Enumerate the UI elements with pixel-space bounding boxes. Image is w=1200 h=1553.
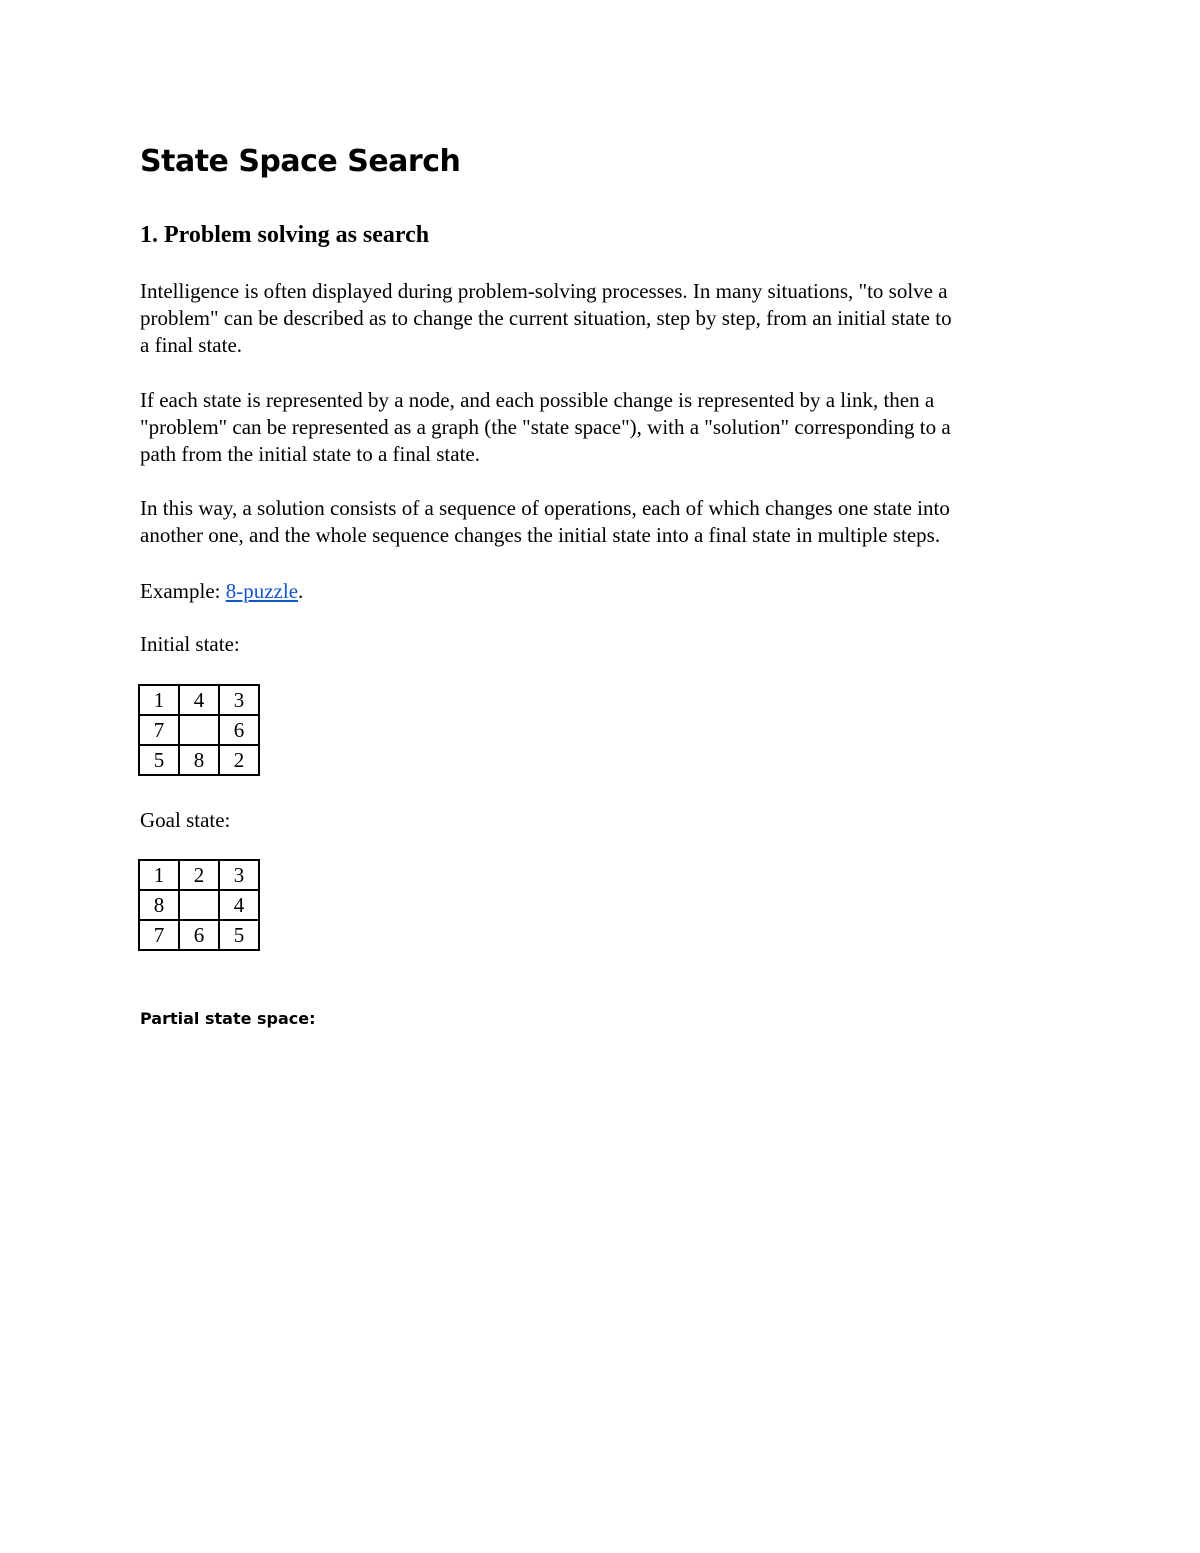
paragraph-line: another one, and the whole sequence changes the initial state into a final state in multiple steps. [140,523,941,547]
grid-row [139,745,259,775]
grid-cell: 6 [219,715,259,745]
grid-row [139,685,259,715]
grid-cell: 8 [179,745,219,775]
grid-cell: 7 [139,715,179,745]
example-line [140,578,1060,605]
grid-cell: 3 [219,860,259,890]
paragraph-intro [140,278,1060,359]
grid-cell-blank [179,890,219,920]
initial-state-label: Initial state: [140,632,240,656]
example-prefix: Example: [140,579,226,603]
grid-cell: 2 [219,745,259,775]
section-heading: 1. Problem solving as search [140,222,430,248]
grid-cell: 5 [219,920,259,950]
paragraph-line: a final state. [140,333,243,357]
partial-state-space-label: Partial state space: [140,1009,316,1028]
grid-row [139,715,259,745]
goal-state-label: Goal state: [140,808,231,832]
8-puzzle-link[interactable]: 8-puzzle [225,579,299,603]
grid-row [139,920,259,950]
grid-cell: 4 [179,685,219,715]
paragraph-line: In this way, a solution consists of a sequence of operations, each of which changes one state into [140,496,950,520]
grid-cell: 4 [219,890,259,920]
grid-row [139,860,259,890]
initial-state-grid [138,684,260,776]
example-suffix: . [298,579,304,603]
grid-cell: 6 [179,920,219,950]
paragraph-line: If each state is represented by a node, and each possible change is represented by a link, then a [140,388,935,412]
paragraph-line: Intelligence is often displayed during problem-solving processes. In many situations, "to solve a [140,279,948,303]
grid-cell: 2 [179,860,219,890]
grid-row [139,890,259,920]
grid-cell: 1 [139,860,179,890]
grid-cell: 7 [139,920,179,950]
grid-cell: 8 [139,890,179,920]
grid-cell: 3 [219,685,259,715]
paragraph-line: problem" can be described as to change the current situation, step by step, from an initial state to [140,306,952,330]
goal-state-grid [138,859,260,951]
paragraph-line: "problem" can be represented as a graph (the "state space"), with a "solution" corresponding to a [140,415,951,439]
paragraph-state-graph [140,387,1060,468]
paragraph-solution [140,495,1060,549]
grid-cell: 5 [139,745,179,775]
grid-cell: 1 [139,685,179,715]
grid-cell-blank [179,715,219,745]
document-title: State Space Search [140,144,461,179]
paragraph-line: path from the initial state to a final state. [140,442,480,466]
